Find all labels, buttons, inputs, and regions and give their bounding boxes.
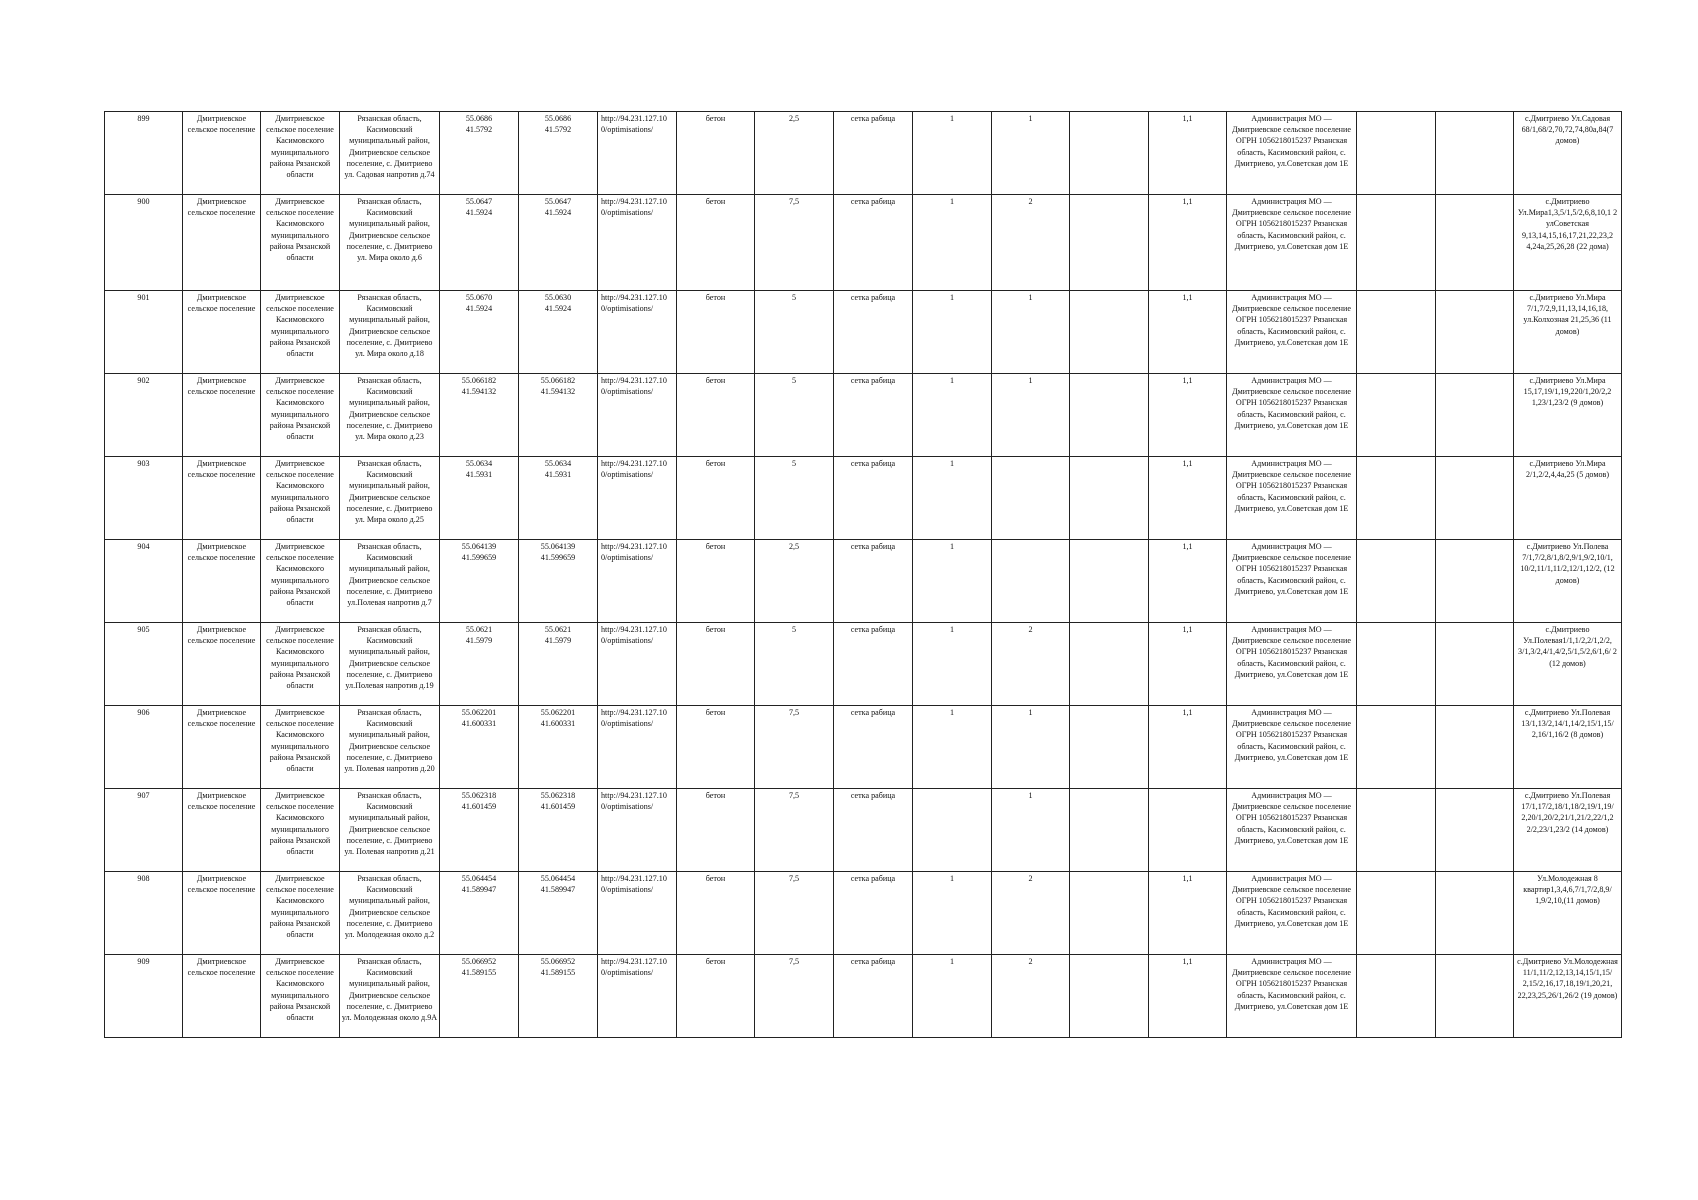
latitude-longitude-cell: 55.064139 41.599659 bbox=[440, 540, 519, 623]
container-count-cell-2: 1 bbox=[992, 706, 1070, 789]
table-row bbox=[105, 291, 1622, 374]
fence-cell: сетка рабица bbox=[834, 872, 913, 955]
container-count-cell-2: 2 bbox=[992, 195, 1070, 291]
volume-cell: 1,1 bbox=[1149, 623, 1227, 706]
row-number: 908 bbox=[105, 872, 183, 955]
administration-cell: Администрация МО — Дмитриевское сельское поселение ОГРН 1056218015237 Рязанская область, Касимовский район, с. Дмитриево, ул.Советская дом 1Е bbox=[1227, 706, 1357, 789]
empty-cell-2 bbox=[1357, 457, 1436, 540]
empty-cell bbox=[1070, 706, 1149, 789]
owner-cell: Дмитриевское сельское поселение Касимовского муниципального района Рязанской области bbox=[261, 374, 340, 457]
empty-cell bbox=[1070, 872, 1149, 955]
empty-cell-3 bbox=[1436, 540, 1514, 623]
registry-table bbox=[104, 111, 1622, 1038]
served-houses-cell: с.Дмитриево Ул.Мира 7/1,7/2,9,11,13,14,16,18, ул.Колхозная 21,25,36 (11 домов) bbox=[1514, 291, 1622, 374]
row-number: 901 bbox=[105, 291, 183, 374]
administration-cell: Администрация МО — Дмитриевское сельское поселение ОГРН 1056218015237 Рязанская область, Касимовский район, с. Дмитриево, ул.Советская дом 1Е bbox=[1227, 112, 1357, 195]
container-count-cell: 1 bbox=[913, 291, 992, 374]
latitude-longitude-cell: 55.066182 41.594132 bbox=[440, 374, 519, 457]
url-cell: http://94.231.127.10 0/optimisations/ bbox=[598, 789, 677, 872]
owner-cell: Дмитриевское сельское поселение Касимовского муниципального района Рязанской области bbox=[261, 112, 340, 195]
served-houses-cell: с.Дмитриево Ул.Полевая 17/1,17/2,18/1,18/2,19/1,19/ 2,20/1,20/2,21/1,21/2,22/1,2 2/2,23/1,23/2 (14 домов) bbox=[1514, 789, 1622, 872]
served-houses-cell: с.Дмитриево Ул.Мира 15,17,19/1,19,220/1,20/2,2 1,23/1,23/2 (9 домов) bbox=[1514, 374, 1622, 457]
table-row bbox=[105, 955, 1622, 1038]
fence-cell: сетка рабица bbox=[834, 706, 913, 789]
empty-cell-3 bbox=[1436, 706, 1514, 789]
table-row bbox=[105, 872, 1622, 955]
latitude-longitude-cell-2: 55.066182 41.594132 bbox=[519, 374, 598, 457]
latitude-longitude-cell: 55.064454 41.589947 bbox=[440, 872, 519, 955]
latitude-longitude-cell: 55.062318 41.601459 bbox=[440, 789, 519, 872]
url-cell: http://94.231.127.10 0/optimisations/ bbox=[598, 540, 677, 623]
empty-cell bbox=[1070, 623, 1149, 706]
volume-cell: 1,1 bbox=[1149, 374, 1227, 457]
empty-cell bbox=[1070, 195, 1149, 291]
table-row bbox=[105, 195, 1622, 291]
container-count-cell: 1 bbox=[913, 457, 992, 540]
administration-cell: Администрация МО — Дмитриевское сельское поселение ОГРН 1056218015237 Рязанская область, Касимовский район, с. Дмитриево, ул.Советская дом 1Е bbox=[1227, 195, 1357, 291]
empty-cell-2 bbox=[1357, 540, 1436, 623]
administration-cell: Администрация МО — Дмитриевское сельское поселение ОГРН 1056218015237 Рязанская область, Касимовский район, с. Дмитриево, ул.Советская дом 1Е bbox=[1227, 291, 1357, 374]
container-count-cell: 1 bbox=[913, 623, 992, 706]
owner-cell: Дмитриевское сельское поселение Касимовского муниципального района Рязанской области bbox=[261, 706, 340, 789]
owner-cell: Дмитриевское сельское поселение Касимовского муниципального района Рязанской области bbox=[261, 789, 340, 872]
table-row bbox=[105, 112, 1622, 195]
fence-cell: сетка рабица bbox=[834, 374, 913, 457]
empty-cell bbox=[1070, 112, 1149, 195]
latitude-longitude-cell: 55.066952 41.589155 bbox=[440, 955, 519, 1038]
latitude-longitude-cell-2: 55.064139 41.599659 bbox=[519, 540, 598, 623]
empty-cell bbox=[1070, 789, 1149, 872]
row-number: 907 bbox=[105, 789, 183, 872]
container-count-cell-2: 2 bbox=[992, 955, 1070, 1038]
volume-cell: 1,1 bbox=[1149, 706, 1227, 789]
fence-cell: сетка рабица bbox=[834, 623, 913, 706]
surface-cell: бетон bbox=[677, 955, 755, 1038]
area-cell: 5 bbox=[755, 457, 834, 540]
served-houses-cell: Ул.Молодежная 8 квартир1,3,4,6,7/1,7/2,8,9/ 1,9/2,10,(11 домов) bbox=[1514, 872, 1622, 955]
latitude-longitude-cell-2: 55.064454 41.589947 bbox=[519, 872, 598, 955]
area-cell: 7,5 bbox=[755, 706, 834, 789]
served-houses-cell: с.Дмитриево Ул.Садовая 68/1,68/2,70,72,74,80а,84(7 домов) bbox=[1514, 112, 1622, 195]
area-cell: 7,5 bbox=[755, 872, 834, 955]
container-count-cell-2: 2 bbox=[992, 872, 1070, 955]
area-cell: 7,5 bbox=[755, 955, 834, 1038]
volume-cell bbox=[1149, 789, 1227, 872]
owner-cell: Дмитриевское сельское поселение Касимовского муниципального района Рязанской области bbox=[261, 291, 340, 374]
latitude-longitude-cell-2: 55.0634 41.5931 bbox=[519, 457, 598, 540]
row-number: 906 bbox=[105, 706, 183, 789]
table-row bbox=[105, 457, 1622, 540]
address-cell: Рязанская область, Касимовский муниципальный район, Дмитриевское сельское поселение, с. Дмитриево ул. Мира около д.18 bbox=[340, 291, 440, 374]
empty-cell-3 bbox=[1436, 374, 1514, 457]
url-cell: http://94.231.127.10 0/optimisations/ bbox=[598, 872, 677, 955]
container-count-cell-2: 1 bbox=[992, 789, 1070, 872]
settlement-cell: Дмитриевское сельское поселение bbox=[183, 623, 261, 706]
surface-cell: бетон bbox=[677, 872, 755, 955]
fence-cell: сетка рабица bbox=[834, 789, 913, 872]
administration-cell: Администрация МО — Дмитриевское сельское поселение ОГРН 1056218015237 Рязанская область, Касимовский район, с. Дмитриево, ул.Советская дом 1Е bbox=[1227, 872, 1357, 955]
url-cell: http://94.231.127.10 0/optimisations/ bbox=[598, 706, 677, 789]
surface-cell: бетон bbox=[677, 706, 755, 789]
served-houses-cell: с.Дмитриево Ул.Полевая1/1,1/2,2/1,2/2, 3/1,3/2,4/1,4/2,5/1,5/2,6/1,6/ 2 (12 домов) bbox=[1514, 623, 1622, 706]
owner-cell: Дмитриевское сельское поселение Касимовского муниципального района Рязанской области bbox=[261, 457, 340, 540]
latitude-longitude-cell-2: 55.0647 41.5924 bbox=[519, 195, 598, 291]
latitude-longitude-cell: 55.0670 41.5924 bbox=[440, 291, 519, 374]
url-cell: http://94.231.127.10 0/optimisations/ bbox=[598, 457, 677, 540]
empty-cell-2 bbox=[1357, 374, 1436, 457]
container-count-cell-2: 1 bbox=[992, 291, 1070, 374]
empty-cell bbox=[1070, 457, 1149, 540]
row-number: 902 bbox=[105, 374, 183, 457]
settlement-cell: Дмитриевское сельское поселение bbox=[183, 540, 261, 623]
container-count-cell: 1 bbox=[913, 955, 992, 1038]
administration-cell: Администрация МО — Дмитриевское сельское поселение ОГРН 1056218015237 Рязанская область, Касимовский район, с. Дмитриево, ул.Советская дом 1Е bbox=[1227, 457, 1357, 540]
address-cell: Рязанская область, Касимовский муниципальный район, Дмитриевское сельское поселение, с. Дмитриево ул. Полевая напротив д.20 bbox=[340, 706, 440, 789]
row-number: 909 bbox=[105, 955, 183, 1038]
owner-cell: Дмитриевское сельское поселение Касимовского муниципального района Рязанской области bbox=[261, 195, 340, 291]
area-cell: 2,5 bbox=[755, 112, 834, 195]
area-cell: 5 bbox=[755, 291, 834, 374]
served-houses-cell: с.Дмитриево Ул.Молодежная 11/1,11/2,12,13,14,15/1,15/ 2,15/2,16,17,18,19/1,20,21, 22,23,25,26/1,26/2 (19 домов) bbox=[1514, 955, 1622, 1038]
owner-cell: Дмитриевское сельское поселение Касимовского муниципального района Рязанской области bbox=[261, 955, 340, 1038]
administration-cell: Администрация МО — Дмитриевское сельское поселение ОГРН 1056218015237 Рязанская область, Касимовский район, с. Дмитриево, ул.Советская дом 1Е bbox=[1227, 540, 1357, 623]
settlement-cell: Дмитриевское сельское поселение bbox=[183, 457, 261, 540]
latitude-longitude-cell-2: 55.0621 41.5979 bbox=[519, 623, 598, 706]
container-count-cell: 1 bbox=[913, 112, 992, 195]
volume-cell: 1,1 bbox=[1149, 872, 1227, 955]
address-cell: Рязанская область, Касимовский муниципальный район, Дмитриевское сельское поселение, с. Дмитриево ул. Мира около д.6 bbox=[340, 195, 440, 291]
latitude-longitude-cell: 55.0647 41.5924 bbox=[440, 195, 519, 291]
table-row bbox=[105, 540, 1622, 623]
empty-cell-2 bbox=[1357, 955, 1436, 1038]
empty-cell-3 bbox=[1436, 789, 1514, 872]
url-cell: http://94.231.127.10 0/optimisations/ bbox=[598, 195, 677, 291]
empty-cell-3 bbox=[1436, 872, 1514, 955]
owner-cell: Дмитриевское сельское поселение Касимовского муниципального района Рязанской области bbox=[261, 540, 340, 623]
container-count-cell: 1 bbox=[913, 872, 992, 955]
url-cell: http://94.231.127.10 0/optimisations/ bbox=[598, 374, 677, 457]
area-cell: 7,5 bbox=[755, 195, 834, 291]
address-cell: Рязанская область, Касимовский муниципальный район, Дмитриевское сельское поселение, с. Дмитриево ул. Молодежная около д.9А bbox=[340, 955, 440, 1038]
url-cell: http://94.231.127.10 0/optimisations/ bbox=[598, 112, 677, 195]
empty-cell-3 bbox=[1436, 457, 1514, 540]
row-number: 900 bbox=[105, 195, 183, 291]
surface-cell: бетон bbox=[677, 291, 755, 374]
surface-cell: бетон bbox=[677, 374, 755, 457]
row-number: 904 bbox=[105, 540, 183, 623]
owner-cell: Дмитриевское сельское поселение Касимовского муниципального района Рязанской области bbox=[261, 872, 340, 955]
volume-cell: 1,1 bbox=[1149, 955, 1227, 1038]
latitude-longitude-cell-2: 55.062318 41.601459 bbox=[519, 789, 598, 872]
table-row bbox=[105, 623, 1622, 706]
empty-cell-2 bbox=[1357, 623, 1436, 706]
container-count-cell-2: 2 bbox=[992, 623, 1070, 706]
table-row bbox=[105, 374, 1622, 457]
empty-cell-2 bbox=[1357, 706, 1436, 789]
latitude-longitude-cell-2: 55.062201 41.600331 bbox=[519, 706, 598, 789]
owner-cell: Дмитриевское сельское поселение Касимовского муниципального района Рязанской области bbox=[261, 623, 340, 706]
area-cell: 2,5 bbox=[755, 540, 834, 623]
fence-cell: сетка рабица bbox=[834, 540, 913, 623]
settlement-cell: Дмитриевское сельское поселение bbox=[183, 789, 261, 872]
volume-cell: 1,1 bbox=[1149, 457, 1227, 540]
address-cell: Рязанская область, Касимовский муниципальный район, Дмитриевское сельское поселение, с. Дмитриево ул. Садовая напротив д.74 bbox=[340, 112, 440, 195]
administration-cell: Администрация МО — Дмитриевское сельское поселение ОГРН 1056218015237 Рязанская область, Касимовский район, с. Дмитриево, ул.Советская дом 1Е bbox=[1227, 955, 1357, 1038]
settlement-cell: Дмитриевское сельское поселение bbox=[183, 872, 261, 955]
served-houses-cell: с.Дмитриево Ул.Полевая 13/1,13/2,14/1,14/2,15/1,15/ 2,16/1,16/2 (8 домов) bbox=[1514, 706, 1622, 789]
container-count-cell: 1 bbox=[913, 195, 992, 291]
fence-cell: сетка рабица bbox=[834, 291, 913, 374]
latitude-longitude-cell-2: 55.0686 41.5792 bbox=[519, 112, 598, 195]
latitude-longitude-cell-2: 55.066952 41.589155 bbox=[519, 955, 598, 1038]
settlement-cell: Дмитриевское сельское поселение bbox=[183, 706, 261, 789]
settlement-cell: Дмитриевское сельское поселение bbox=[183, 955, 261, 1038]
table-row bbox=[105, 789, 1622, 872]
fence-cell: сетка рабица bbox=[834, 955, 913, 1038]
empty-cell bbox=[1070, 955, 1149, 1038]
surface-cell: бетон bbox=[677, 789, 755, 872]
empty-cell-3 bbox=[1436, 195, 1514, 291]
served-houses-cell: с.Дмитриево Ул.Мира1,3,5/1,5/2,6,8,10,1 2 улСоветская 9,13,14,15,16,17,21,22,23,2 4,24а,25,26,28 (22 дома) bbox=[1514, 195, 1622, 291]
area-cell: 7,5 bbox=[755, 789, 834, 872]
row-number: 899 bbox=[105, 112, 183, 195]
administration-cell: Администрация МО — Дмитриевское сельское поселение ОГРН 1056218015237 Рязанская область, Касимовский район, с. Дмитриево, ул.Советская дом 1Е bbox=[1227, 789, 1357, 872]
administration-cell: Администрация МО — Дмитриевское сельское поселение ОГРН 1056218015237 Рязанская область, Касимовский район, с. Дмитриево, ул.Советская дом 1Е bbox=[1227, 374, 1357, 457]
fence-cell: сетка рабица bbox=[834, 112, 913, 195]
address-cell: Рязанская область, Касимовский муниципальный район, Дмитриевское сельское поселение, с. Дмитриево ул.Полевая напротив д.7 bbox=[340, 540, 440, 623]
empty-cell-3 bbox=[1436, 112, 1514, 195]
container-count-cell-2 bbox=[992, 457, 1070, 540]
latitude-longitude-cell: 55.0621 41.5979 bbox=[440, 623, 519, 706]
empty-cell-3 bbox=[1436, 955, 1514, 1038]
fence-cell: сетка рабица bbox=[834, 195, 913, 291]
url-cell: http://94.231.127.10 0/optimisations/ bbox=[598, 623, 677, 706]
row-number: 903 bbox=[105, 457, 183, 540]
address-cell: Рязанская область, Касимовский муниципальный район, Дмитриевское сельское поселение, с. Дмитриево ул. Мира около д.25 bbox=[340, 457, 440, 540]
container-count-cell-2: 1 bbox=[992, 112, 1070, 195]
table-row bbox=[105, 706, 1622, 789]
row-number: 905 bbox=[105, 623, 183, 706]
container-count-cell: 1 bbox=[913, 540, 992, 623]
empty-cell-2 bbox=[1357, 195, 1436, 291]
address-cell: Рязанская область, Касимовский муниципальный район, Дмитриевское сельское поселение, с. Дмитриево ул. Молодежная около д.2 bbox=[340, 872, 440, 955]
surface-cell: бетон bbox=[677, 540, 755, 623]
settlement-cell: Дмитриевское сельское поселение bbox=[183, 195, 261, 291]
empty-cell-2 bbox=[1357, 872, 1436, 955]
settlement-cell: Дмитриевское сельское поселение bbox=[183, 112, 261, 195]
empty-cell bbox=[1070, 540, 1149, 623]
latitude-longitude-cell-2: 55.0630 41.5924 bbox=[519, 291, 598, 374]
volume-cell: 1,1 bbox=[1149, 540, 1227, 623]
container-count-cell: 1 bbox=[913, 706, 992, 789]
container-count-cell-2: 1 bbox=[992, 374, 1070, 457]
settlement-cell: Дмитриевское сельское поселение bbox=[183, 374, 261, 457]
served-houses-cell: с.Дмитриево Ул.Полева 7/1,7/2,8/1,8/2,9/1,9/2,10/1, 10/2,11/1,11/2,12/1,12/2, (12 домов) bbox=[1514, 540, 1622, 623]
address-cell: Рязанская область, Касимовский муниципальный район, Дмитриевское сельское поселение, с. Дмитриево ул.Полевая напротив д.19 bbox=[340, 623, 440, 706]
latitude-longitude-cell: 55.062201 41.600331 bbox=[440, 706, 519, 789]
settlement-cell: Дмитриевское сельское поселение bbox=[183, 291, 261, 374]
empty-cell-3 bbox=[1436, 623, 1514, 706]
empty-cell bbox=[1070, 291, 1149, 374]
volume-cell: 1,1 bbox=[1149, 291, 1227, 374]
empty-cell-2 bbox=[1357, 291, 1436, 374]
address-cell: Рязанская область, Касимовский муниципальный район, Дмитриевское сельское поселение, с. Дмитриево ул. Мира около д.23 bbox=[340, 374, 440, 457]
latitude-longitude-cell: 55.0634 41.5931 bbox=[440, 457, 519, 540]
empty-cell-2 bbox=[1357, 112, 1436, 195]
area-cell: 5 bbox=[755, 623, 834, 706]
container-count-cell-2 bbox=[992, 540, 1070, 623]
latitude-longitude-cell: 55.0686 41.5792 bbox=[440, 112, 519, 195]
area-cell: 5 bbox=[755, 374, 834, 457]
surface-cell: бетон bbox=[677, 623, 755, 706]
volume-cell: 1,1 bbox=[1149, 112, 1227, 195]
empty-cell bbox=[1070, 374, 1149, 457]
surface-cell: бетон bbox=[677, 457, 755, 540]
container-count-cell bbox=[913, 789, 992, 872]
fence-cell: сетка рабица bbox=[834, 457, 913, 540]
empty-cell-3 bbox=[1436, 291, 1514, 374]
surface-cell: бетон bbox=[677, 195, 755, 291]
administration-cell: Администрация МО — Дмитриевское сельское поселение ОГРН 1056218015237 Рязанская область, Касимовский район, с. Дмитриево, ул.Советская дом 1Е bbox=[1227, 623, 1357, 706]
surface-cell: бетон bbox=[677, 112, 755, 195]
volume-cell: 1,1 bbox=[1149, 195, 1227, 291]
url-cell: http://94.231.127.10 0/optimisations/ bbox=[598, 955, 677, 1038]
url-cell: http://94.231.127.10 0/optimisations/ bbox=[598, 291, 677, 374]
served-houses-cell: с.Дмитриево Ул.Мира 2/1,2/2,4,4а,25 (5 домов) bbox=[1514, 457, 1622, 540]
address-cell: Рязанская область, Касимовский муниципальный район, Дмитриевское сельское поселение, с. Дмитриево ул. Полевая напротив д.21 bbox=[340, 789, 440, 872]
container-count-cell: 1 bbox=[913, 374, 992, 457]
empty-cell-2 bbox=[1357, 789, 1436, 872]
